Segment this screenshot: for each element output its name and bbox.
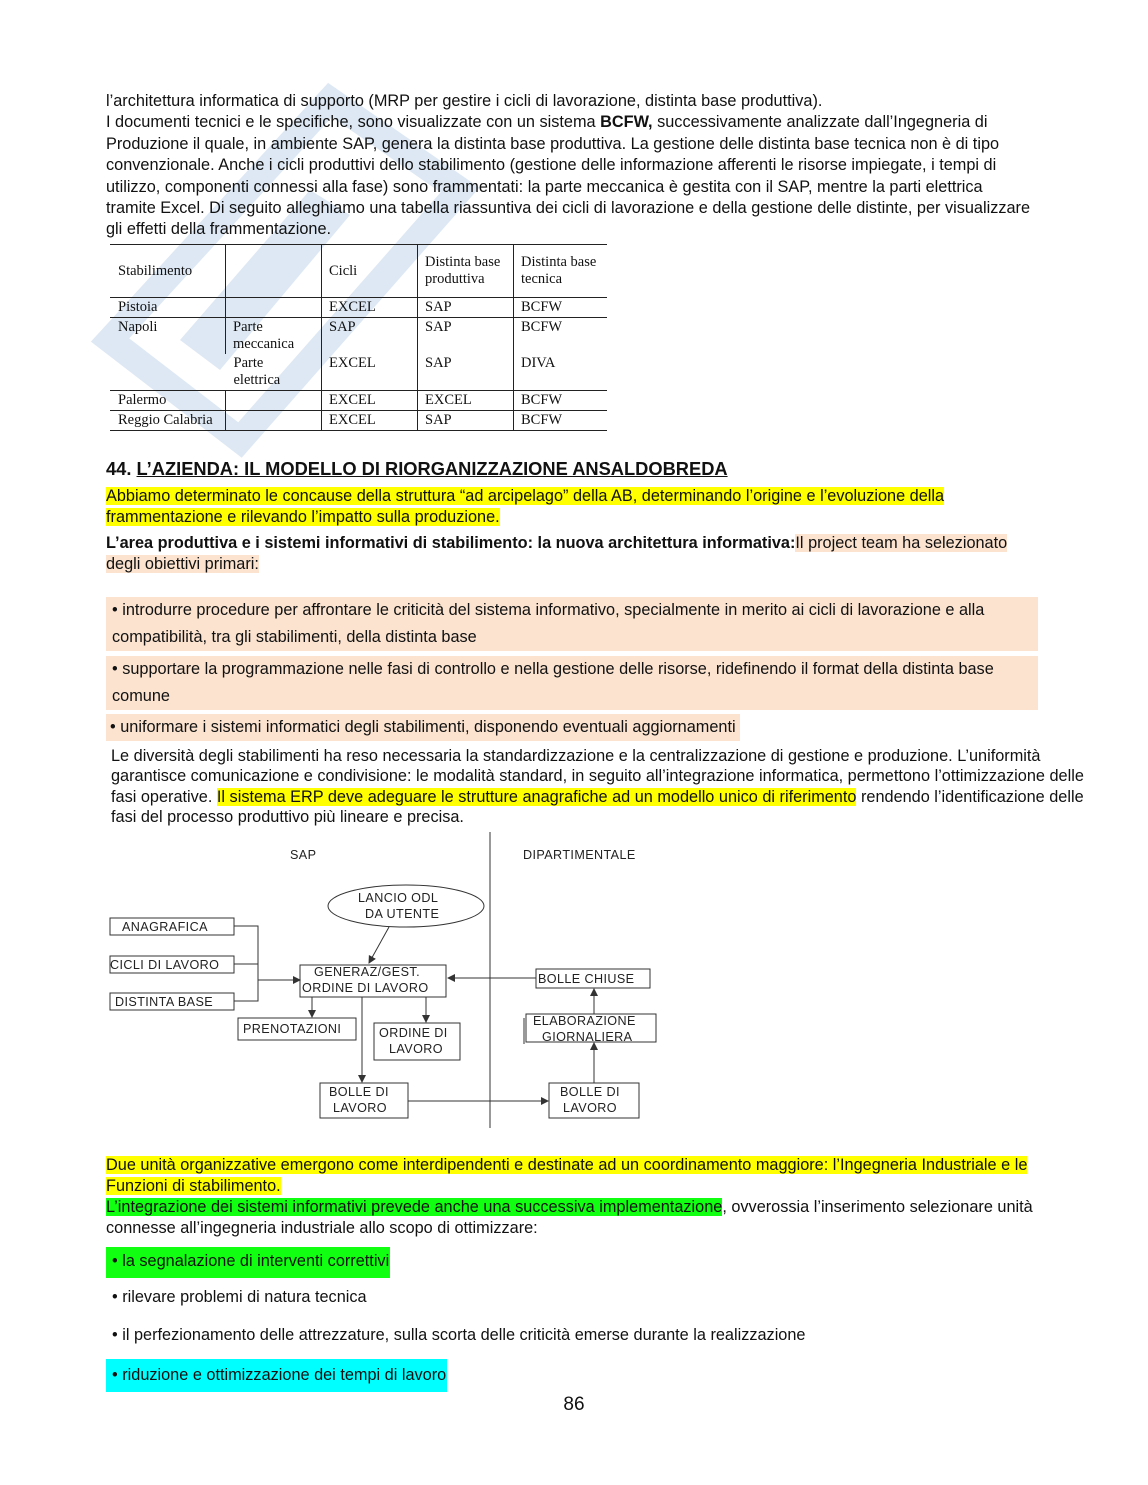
list-item: [106, 1284, 371, 1311]
section-title: L’AZIENDA: IL MODELLO DI RIORGANIZZAZIONE ANSALDOBREDA: [136, 458, 728, 479]
paragraph-text: , ovverossia l’inserimento selezionare unità connesse all’ingegneria industriale allo scopo di ottimizzare:: [106, 1198, 1033, 1238]
distinta-label: DISTINTA BASE: [115, 995, 214, 1009]
paragraph-concause: [106, 486, 1036, 529]
table-cell: EXCEL: [322, 391, 418, 411]
cycles-table: [110, 244, 607, 431]
table-cell: BCFW: [514, 318, 608, 355]
table-cell: EXCEL: [322, 298, 418, 318]
ordine-label: LAVORO: [389, 1042, 443, 1056]
lancio-label: LANCIO ODL: [358, 891, 439, 905]
ordine-label: ORDINE DI: [379, 1026, 448, 1040]
table-header-cell: Distinta base produttiva: [418, 245, 514, 298]
table-cell: Palermo: [110, 391, 226, 411]
section-heading: [106, 458, 728, 480]
table-cell: EXCEL: [322, 354, 418, 391]
lancio-label: DA UTENTE: [365, 907, 440, 921]
bold-lead-in: L’area produttiva e i sistemi informativi di stabilimento: la nuova architettura informativa:: [106, 534, 796, 552]
bullet-text: • la segnalazione di interventi correttivi: [106, 1247, 390, 1278]
generaz-label: GENERAZ/GEST.: [314, 965, 420, 979]
paragraph-unita-organizzative: [106, 1155, 1036, 1198]
bolle-sap-label: LAVORO: [333, 1101, 387, 1115]
table-cell: SAP: [418, 411, 514, 431]
intro-line-1: l’architettura informatica di supporto (MRP per gestire i cicli di lavorazione, distinta base produttiva).: [106, 92, 823, 110]
anagrafica-label: ANAGRAFICA: [122, 920, 208, 934]
table-cell: BCFW: [514, 298, 608, 318]
list-item: [106, 597, 1038, 651]
bullet-text: • il perfezionamento delle attrezzature, sulla scorta delle criticità emerse durante la realizzazione: [112, 1326, 806, 1344]
diagram-col-dipartimentale: DIPARTIMENTALE: [523, 848, 636, 862]
generaz-label: ORDINE DI LAVORO: [302, 981, 429, 995]
table-row: [110, 318, 607, 355]
lancio-arrow: [369, 927, 389, 963]
elaborazione-label: GIORNALIERA: [542, 1030, 633, 1044]
table-cell: Parte meccanica: [226, 318, 322, 355]
table-cell: Napoli: [110, 318, 226, 391]
table-cell: EXCEL: [322, 411, 418, 431]
highlighted-text: Il project team ha selezionato degli obiettivi primari:: [106, 534, 1008, 574]
table-cell: SAP: [418, 298, 514, 318]
highlighted-text: Abbiamo determinato le concause della struttura “ad arcipelago” della AB, determinando l’origine e l’evoluzione della frammentazione e rilevando l’impatto sulla produzione.: [106, 487, 945, 527]
table-cell: DIVA: [514, 354, 608, 391]
bolle-dip-label: BOLLE DI: [560, 1085, 620, 1099]
table-cell: [226, 298, 322, 318]
cicli-label: CICLI DI LAVORO: [110, 958, 220, 972]
bolle-sap-label: BOLLE DI: [329, 1085, 389, 1099]
elaborazione-label: ELABORAZIONE: [533, 1014, 636, 1028]
prenotazioni-label: PRENOTAZIONI: [243, 1022, 342, 1036]
table-cell: Parte elettrica: [226, 354, 322, 391]
table-cell: SAP: [322, 318, 418, 355]
table-row: [110, 298, 607, 318]
intro-line-2: [106, 112, 1036, 240]
table-cell: Pistoia: [110, 298, 226, 318]
table-cell: [226, 391, 322, 411]
paragraph-text: Le diversità degli stabilimenti ha reso necessaria la standardizzazione e la centralizzazione di gestione e produzione. L’uniformità garantisce comunicazione e condivisione: le modalità standard, in seguito all’integrazione informatica, permettono l’ottimizzazione delle fasi operative.: [111, 747, 1084, 806]
table-cell: SAP: [418, 354, 514, 391]
bullet-text: • supportare la programmazione nelle fasi di controllo e nella gestione delle risorse, ridefinendo il format della distinta base comune: [106, 656, 1038, 710]
table-header-cell: Distinta base tecnica: [514, 245, 608, 298]
bolle-chiuse-label: BOLLE CHIUSE: [538, 972, 635, 986]
table-header-cell: [226, 245, 322, 298]
list-item: [106, 1322, 809, 1349]
page-number: 86: [563, 1394, 585, 1415]
intro-text-continued: successivamente analizzate dall’Ingegneria di Produzione il quale, in ambiente SAP, genera la distinta base produttiva. La gestione delle distinta base tecnica non è di tipo convenzionale. Anche i cicli produttivi dello stabilimento (gestione delle informazione afferenti le risorse impiegate, i tempi di utilizzo, componenti connessi alla fase) sono frammentati: la parte meccanica è gestita con il SAP, mentre la parti elettrica tramite Excel. Di seguito alleghiamo una tabella riassuntiva dei cicli di lavorazione e della gestione delle distinte, per visualizzare gli effetti della frammentazione.: [106, 113, 1031, 239]
bullet-text: • riduzione e ottimizzazione dei tempi di lavoro: [106, 1359, 447, 1392]
list-item: [106, 656, 1038, 710]
paragraph-standardizzazione: [111, 746, 1111, 828]
diagram-col-sap: SAP: [290, 848, 317, 862]
architecture-diagram: [104, 828, 664, 1133]
table-header-cell: Cicli: [322, 245, 418, 298]
bullet-text: • uniformare i sistemi informatici degli stabilimenti, disponendo eventuali aggiornamenti: [106, 714, 740, 741]
table-row: [110, 411, 607, 431]
intro-paragraph: [106, 91, 1036, 241]
list-item: [106, 1247, 390, 1278]
table-cell: SAP: [418, 318, 514, 355]
intro-text: I documenti tecnici e le specifiche, sono visualizzate con un sistema: [106, 113, 601, 132]
highlighted-text: Due unità organizzative emergono come interdipendenti e destinate ad un coordinamento maggiore: l’Ingegneria Industriale e le Funzioni di stabilimento.: [106, 1156, 1028, 1196]
paragraph-area-produttiva: [106, 533, 1036, 576]
intro-bold-term: BCFW,: [600, 113, 653, 132]
table-cell: BCFW: [514, 411, 608, 431]
bolle-dip-label: LAVORO: [563, 1101, 617, 1115]
section-number: 44.: [106, 458, 132, 479]
table-header-row: [110, 245, 607, 298]
table-header-cell: Stabilimento: [110, 245, 226, 298]
bullet-text: • introdurre procedure per affrontare le criticità del sistema informativo, specialmente in merito ai cicli di lavorazione e alla compatibilità, tra gli stabilimenti, della distinta base: [106, 597, 1038, 651]
paragraph-text-continued: rendendo l’identificazione delle fasi del processo produttivo più lineare e precisa.: [111, 787, 1084, 827]
list-item: [106, 714, 740, 741]
table-row: [110, 391, 607, 411]
table-cell: Reggio Calabria: [110, 411, 226, 431]
highlighted-text: Il sistema ERP deve adeguare le strutture anagrafiche ad un modello unico di riferimento: [216, 787, 857, 806]
paragraph-integrazione: [106, 1197, 1036, 1240]
table-cell: EXCEL: [418, 391, 514, 411]
highlighted-text: L’integrazione dei sistemi informativi prevede anche una successiva implementazione: [106, 1198, 723, 1216]
bullet-text: • rilevare problemi di natura tecnica: [112, 1288, 367, 1306]
table-cell: [226, 411, 322, 431]
table-cell: BCFW: [514, 391, 608, 411]
list-item: [106, 1359, 447, 1392]
